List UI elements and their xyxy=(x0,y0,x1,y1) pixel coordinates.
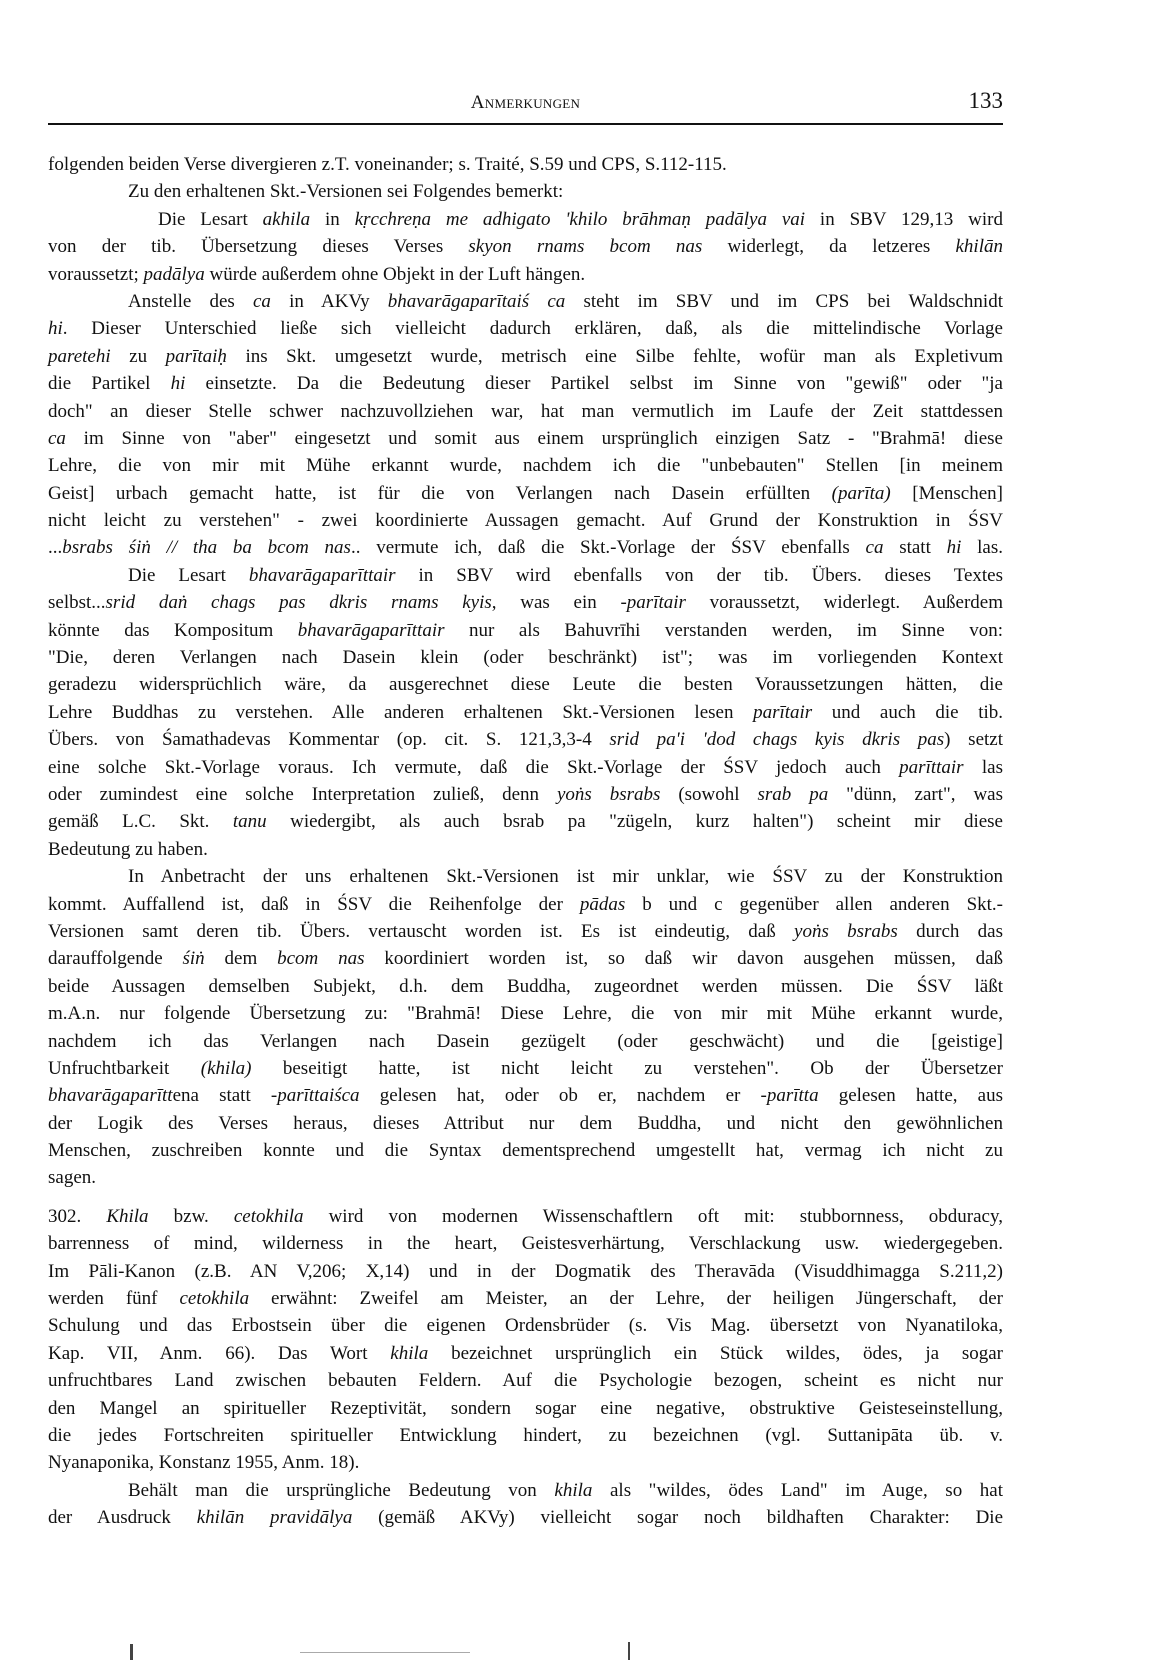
text-line: sagen. xyxy=(48,1167,97,1189)
text-line: oder zumindest eine solche Interpretation zuließ, denn yoṅs bsrabs (sowohl srab pa "dünn, zart", was xyxy=(48,783,1003,805)
text-line: die Partikel hi einsetzte. Da die Bedeutung dieser Partikel selbst im Sinne von "gewiß" oder "ja xyxy=(48,373,1003,395)
text-line: der Logik des Verses heraus, dieses Attribut nur dem Buddha, und nicht den gewöhnlichen xyxy=(48,1112,1003,1134)
italic-term: tanu xyxy=(232,811,267,833)
text-line: Behält man die ursprüngliche Bedeutung von khila als "wildes, ödes Land" im Auge, so hat xyxy=(128,1479,1004,1501)
italic-term: (parīta) xyxy=(831,482,891,504)
text-line: den Mangel an spiritueller Rezeptivität, sondern sogar eine negative, obstruktive Geisteseinstellung, xyxy=(48,1397,1003,1419)
text-line: Nyanaponika, Konstanz 1955, Anm. 18). xyxy=(48,1452,360,1474)
text-line: von der tib. Übersetzung dieses Verses skyon rnams bcom nas widerlegt, da letzeres khilān xyxy=(48,236,1003,258)
text-line: Kap. VII, Anm. 66). Das Wort khila bezeichnet ursprünglich ein Stück wildes, ödes, ja sogar xyxy=(48,1342,1003,1364)
italic-term: bhavarāgaparītaiś ca xyxy=(387,290,566,312)
italic-term: bhavarāgaparīttair xyxy=(297,619,445,641)
italic-term: khila xyxy=(390,1342,429,1364)
text-line: ...bsrabs śiṅ // tha ba bcom nas.. vermute ich, daß die Skt.-Vorlage der ŚSV ebenfalls ca statt hi las. xyxy=(48,537,1003,559)
text-line: Zu den erhaltenen Skt.-Versionen sei Folgendes bemerkt: xyxy=(128,181,564,203)
italic-term: ca xyxy=(253,290,271,312)
italic-term: bhavarāgaparītt xyxy=(48,1085,173,1107)
body-text xyxy=(48,151,1003,1532)
scan-mark xyxy=(130,1644,133,1660)
italic-term: hi xyxy=(48,318,63,340)
text-line: Die Lesart bhavarāgaparīttair in SBV wird ebenfalls von der tib. Übers. dieses Textes xyxy=(128,564,1004,586)
text-line: bhavarāgaparīttena statt -parīttaiśca gelesen hat, oder ob er, nachdem er -parītta gelesen hatte, aus xyxy=(48,1085,1003,1107)
italic-term: parītaiḥ xyxy=(165,345,227,367)
scan-noise xyxy=(0,1640,1163,1665)
italic-term: ca xyxy=(48,427,66,449)
italic-term: parītair xyxy=(753,701,813,723)
text-line: Schulung und das Erbostsein über die eigenen Ordensbrüder (s. Vis Mag. übersetzt von Nyanatiloka, xyxy=(48,1315,1003,1337)
italic-term: ca xyxy=(865,537,884,559)
text-line: Versionen samt deren tib. Übers. vertauscht worden ist. Es ist eindeutig, daß yoṅs bsrabs durch das xyxy=(48,920,1003,942)
text-line: gemäß L.C. Skt. tanu wiedergibt, als auch bsrab pa "zügeln, kurz halten") scheint mir diese xyxy=(48,811,1003,833)
page-header xyxy=(48,88,1003,118)
italic-term: srid daṅ chags pas dkris rnams kyis xyxy=(105,592,492,614)
text-line: nachdem ich das Verlangen nach Dasein gezügelt (oder geschwächt) und die [geistige] xyxy=(48,1030,1003,1052)
text-line: folgenden beiden Verse divergieren z.T. voneinander; s. Traité, S.59 und CPS, S.112-115. xyxy=(48,154,727,175)
text-line: Lehre, die von mir mit Mühe erkannt wurde, nachdem ich die "unbebauten" Stellen [in meinem xyxy=(48,455,1003,477)
text-line: m.A.n. nur folgende Übersetzung zu: "Brahmā! Diese Lehre, die von mir mit Mühe erkannt wurde, xyxy=(48,1003,1003,1025)
text-line: darauffolgende śiṅ dem bcom nas koordiniert worden ist, so daß wir davon ausgehen müssen, daß xyxy=(48,948,1003,970)
text-line: eine solche Skt.-Vorlage voraus. Ich vermute, daß die Skt.-Vorlage der ŚSV jedoch auch parīttair las xyxy=(48,756,1003,778)
text-line: Die Lesart akhila in kṛcchreṇa me adhigato 'khilo brāhmaṇ padālya vai in SBV 129,13 wird xyxy=(158,208,1004,230)
italic-term: bhavarāgaparīttair xyxy=(248,564,396,586)
text-line: selbst...srid daṅ chags pas dkris rnams kyis, was ein -parītair voraussetzt, widerlegt. Außerdem xyxy=(48,592,1004,614)
italic-term: hi xyxy=(170,373,186,395)
italic-term: khila xyxy=(554,1479,593,1501)
running-title: Anmerkungen xyxy=(470,92,581,113)
italic-term: śiṅ xyxy=(182,948,205,970)
text-line: Unfruchtbarkeit (khila) beseitigt hatte, ist nicht leicht zu verstehen". Ob der Übersetzer xyxy=(48,1057,1003,1079)
italic-term: cetokhila xyxy=(179,1288,250,1310)
italic-term: akhila xyxy=(262,208,311,230)
text-line: Anstelle des ca in AKVy bhavarāgaparītaiś ca steht im SBV und im CPS bei Waldschnidt xyxy=(128,290,1003,312)
text-line: unfruchtbares Land zwischen bebauten Feldern. Auf die Psychologie bezogen, scheint es nicht nur xyxy=(48,1370,1003,1392)
italic-term: -parīttaiśca xyxy=(270,1085,360,1107)
italic-term: paretehi xyxy=(48,345,111,367)
italic-term: hi xyxy=(946,537,962,559)
text-line: könnte das Kompositum bhavarāgaparīttair nur als Bahuvrīhi verstanden werden, im Sinne von: xyxy=(48,619,1003,641)
text-line: Im Pāli-Kanon (z.B. AN V,206; X,14) und in der Dogmatik des Theravāda (Visuddhimagga S.211,2) xyxy=(48,1260,1003,1282)
text-line: Übers. von Śamathadevas Kommentar (op. cit. S. 121,3,3-4 srid pa'i 'dod chags kyis dkris pas) setzt xyxy=(48,729,1003,751)
italic-term: -parītair xyxy=(620,592,686,614)
italic-term: Khila xyxy=(106,1205,149,1227)
italic-term: parīttair xyxy=(899,756,964,778)
italic-term: cetokhila xyxy=(233,1205,304,1227)
text-line: paretehi zu parītaiḥ ins Skt. umgesetzt wurde, metrisch eine Silbe fehlte, wofür man als Expletivum xyxy=(48,345,1004,367)
italic-term: bsrabs śiṅ // tha ba bcom nas xyxy=(62,537,351,559)
italic-term: padālya xyxy=(143,263,205,285)
text-line: voraussetzt; padālya würde außerdem ohne Objekt in der Luft hängen. xyxy=(48,263,586,285)
italic-term: (khila) xyxy=(200,1057,252,1079)
text-line: Menschen, zuschreiben konnte und die Syntax dementsprechend umgestellt hat, vermag ich nicht zu xyxy=(48,1140,1003,1162)
italic-term: -parītta xyxy=(760,1085,819,1107)
italic-term: srab pa xyxy=(757,783,829,805)
italic-term: skyon rnams bcom nas xyxy=(468,236,703,258)
text-line: der Ausdruck khilān pravidālya (gemäß AKVy) vielleicht sogar noch bildhaften Charakter: Die xyxy=(48,1507,1003,1529)
text-line: Lehre Buddhas zu verstehen. Alle anderen erhaltenen Skt.-Versionen lesen parītair und auch die tib. xyxy=(48,701,1004,723)
header-rule xyxy=(48,123,1003,125)
text-line: werden fünf cetokhila erwähnt: Zweifel am Meister, an der Lehre, der heiligen Jüngerschaft, der xyxy=(48,1288,1004,1310)
text-line: ca im Sinne von "aber" eingesetzt und somit aus einem ursprünglich einzigen Satz - "Brahmā! diese xyxy=(48,427,1003,449)
text-line: Geist] urbach gemacht hatte, ist für die von Verlangen nach Dasein erfüllten (parīta) [Menschen] xyxy=(48,482,1003,504)
text-line: Bedeutung zu haben. xyxy=(48,838,208,860)
text-line: "Die, deren Verlangen nach Dasein klein (oder beschränkt) ist"; was im vorliegenden Kontext xyxy=(48,647,1003,669)
italic-term: yoṅs bsrabs xyxy=(794,920,898,942)
italic-term: khilān xyxy=(955,236,1003,258)
italic-term: pādas xyxy=(579,893,626,915)
italic-term: srid pa'i 'dod chags kyis dkris pas xyxy=(609,729,945,751)
text-line: die jedes Fortschreiten spiritueller Entwicklung hindert, zu bezeichnen (vgl. Suttanipāta üb. v. xyxy=(48,1424,1003,1446)
text-line: doch" an dieser Stelle schwer nachzuvollziehen war, hat man vermutlich im Laufe der Zeit stattdessen xyxy=(48,400,1003,422)
text-line: nicht leicht zu verstehen" - zwei koordinierte Aussagen gemacht. Auf Grund der Konstruktion in ŚSV xyxy=(48,510,1003,532)
italic-term: kṛcchreṇa me adhigato 'khilo brāhmaṇ padālya vai xyxy=(354,208,806,230)
text-line: barrenness of mind, wilderness in the heart, Geistesverhärtung, Verschlackung usw. wiedergegeben. xyxy=(48,1233,1003,1255)
text-line: kommt. Auffallend ist, daß in ŚSV die Reihenfolge der pādas b und c gegenüber allen anderen Skt.- xyxy=(48,893,1003,915)
text-line: beide Aussagen demselben Subjekt, d.h. dem Buddha, zugeordnet werden müssen. Die ŚSV läßt xyxy=(48,975,1003,997)
text-line: geradezu widersprüchlich wäre, da ausgerechnet diese Leute die besten Voraussetzungen hätten, die xyxy=(48,674,1003,696)
paragraph-gap xyxy=(48,1192,1003,1203)
scan-mark xyxy=(300,1652,470,1653)
italic-term: bcom nas xyxy=(277,948,365,970)
page-number: 133 xyxy=(968,88,1003,113)
scan-mark xyxy=(628,1642,630,1660)
text-line: 302. Khila bzw. cetokhila wird von modernen Wissenschaftlern oft mit: stubbornness, obduracy, xyxy=(48,1205,1004,1227)
text-line: hi. Dieser Unterschied ließe sich vielleicht dadurch erklären, daß, als die mittelindische Vorlage xyxy=(48,318,1003,340)
italic-term: khilān pravidālya xyxy=(196,1507,353,1529)
italic-term: yoṅs bsrabs xyxy=(556,783,661,805)
text-line: In Anbetracht der uns erhaltenen Skt.-Versionen ist mir unklar, wie ŚSV zu der Konstruktion xyxy=(128,866,1003,888)
